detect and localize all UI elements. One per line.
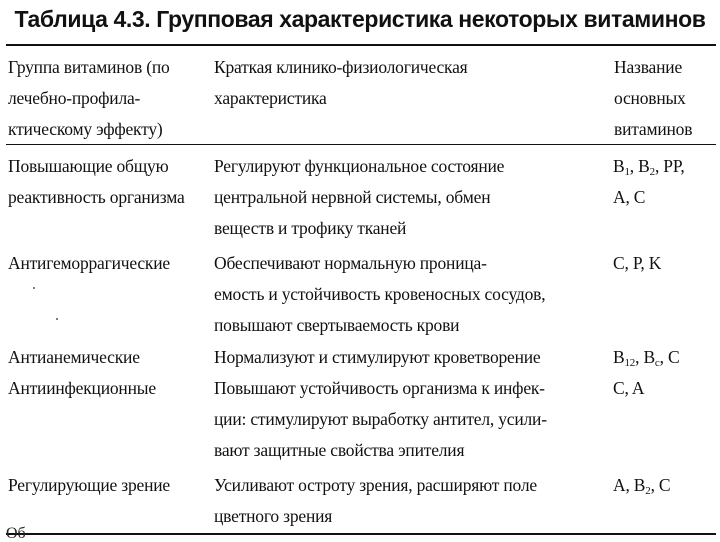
table-bottom-rule: [6, 533, 716, 535]
row-2-names: C, P, K: [613, 253, 662, 273]
row-5-names: A, $B_2$, C: [613, 475, 671, 497]
scan-speck: [56, 318, 58, 320]
table-title: Таблица 4.3. Групповая характеристика некоторых витаминов: [14, 6, 706, 32]
row-1-group: Повышающие общую реактивность организма: [8, 156, 185, 207]
header-names: Название основных витаминов: [614, 57, 693, 139]
row-4-description: Повышают устойчивость организма к инфек- ции: стимулируют выработку антител, усили- вают защитные свойства эпителия: [214, 378, 547, 460]
row-5-group: Регулирующие зрение: [8, 475, 170, 495]
row-3-group: Антианемические: [8, 347, 140, 367]
row-1-description: Регулируют функциональное состояние центральной нервной системы, обмен веществ и трофику тканей: [214, 156, 505, 238]
row-4-names: C, A: [613, 378, 645, 398]
row-5-description: Усиливают остроту зрения, расширяют поле цветного зрения: [214, 475, 537, 526]
row-2-description: Обеспечивают нормальную проница- емость и устойчивость кровеносных сосудов, повышают свертываемость крови: [214, 253, 546, 335]
vitamins-table: [0, 48, 720, 532]
header-description: Краткая клинико-физиологическая характеристика: [214, 57, 468, 108]
row-3-names: $B_{12}$, $B_c$, C: [613, 347, 680, 369]
row-1-names: $B_1$, $B_2$, PP, A, C: [613, 156, 685, 207]
scan-speck: [33, 287, 35, 289]
row-3-description: Нормализуют и стимулируют кроветворение: [214, 347, 541, 367]
next-page-text-fragment: Об: [6, 525, 26, 542]
row-2-group: Антигеморрагические: [8, 253, 170, 273]
table-top-rule: [6, 44, 716, 46]
row-4-group: Антиинфекционные: [8, 378, 156, 398]
header-separator-rule: [6, 144, 716, 145]
header-group: Группа витаминов (по лечебно-профила- ктическому эффекту): [8, 57, 170, 139]
